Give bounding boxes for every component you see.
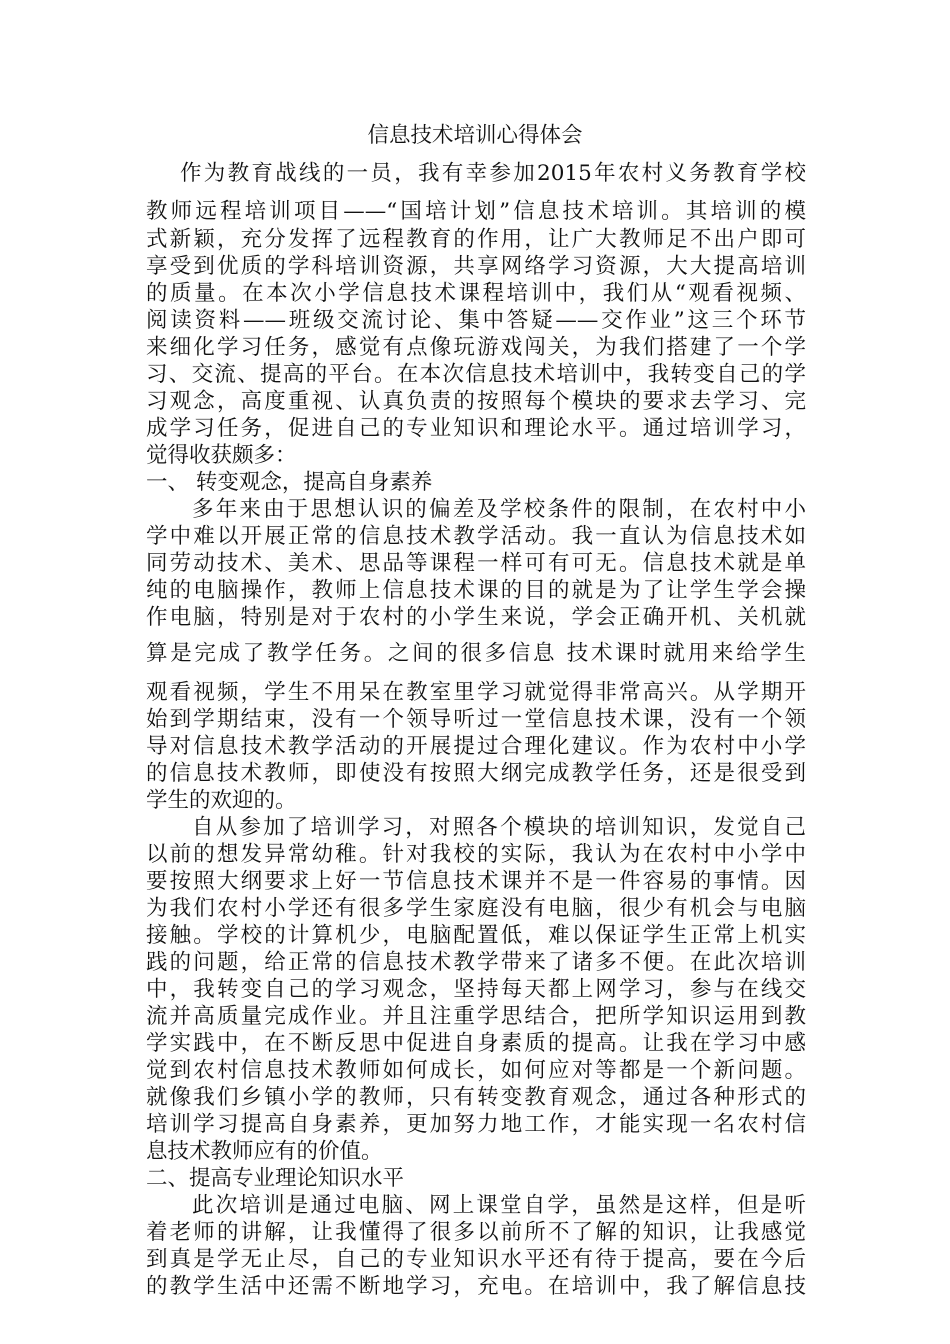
paragraph-line: 教师远程培训项目——“国培计划”信息技术培训。其培训的模 [146, 199, 806, 224]
section-heading: 一、 转变观念，提高自身素养 [146, 470, 433, 495]
paragraph-line: 观看视频，学生不用呆在教室里学习就觉得非常高兴。从学期开 [146, 680, 806, 705]
paragraph-line: 接触。学校的计算机少，电脑配置低，难以保证学生正常上机实 [146, 923, 806, 948]
paragraph-line: 到真是学无止尽，自己的专业知识水平还有待于提高，要在今后 [146, 1247, 806, 1272]
paragraph-line: 学中难以开展正常的信息技术教学活动。我一直认为信息技术如 [146, 524, 806, 549]
paragraph-line: 中，我转变自己的学习观念，坚持每天都上网学习，参与在线交 [146, 977, 806, 1002]
paragraph-line: 培训学习提高自身素养，更加努力地工作，才能实现一名农村信 [146, 1112, 806, 1137]
section-heading: 二、提高专业理论知识水平 [146, 1166, 405, 1191]
paragraph-line: 此次培训是通过电脑、网上课堂自学，虽然是这样，但是听 [192, 1193, 806, 1218]
paragraph-line: 导对信息技术教学活动的开展提过合理化建议。作为农村中小学 [146, 734, 806, 759]
paragraph-line: 作电脑，特别是对于农村的小学生来说，学会正确开机、关机就 [146, 605, 806, 630]
paragraph-line: 多年来由于思想认识的偏差及学校条件的限制，在农村中小 [192, 497, 806, 522]
paragraph-line: 阅读资料——班级交流讨论、集中答疑——交作业”这三个环节 [146, 308, 806, 333]
paragraph-line: 纯的电脑操作，教师上信息技术课的目的就是为了让学生学会操 [146, 578, 806, 603]
paragraph-line: 觉得收获颇多： [146, 443, 297, 468]
document-title: 信息技术培训心得体会 [367, 123, 583, 148]
paragraph-line: 息技术教师应有的价值。 [146, 1139, 383, 1164]
paragraph-line: 的质量。在本次小学信息技术课程培训中，我们从“观看视频、 [146, 281, 806, 306]
paragraph-line: 习观念，高度重视、认真负责的按照每个模块的要求去学习、完 [146, 389, 806, 414]
paragraph-line: 同劳动技术、美术、思品等课程一样可有可无。信息技术就是单 [146, 551, 806, 576]
paragraph-line: 作为教育战线的一员，我有幸参加2015年农村义务教育学校 [180, 161, 806, 186]
paragraph-line: 来细化学习任务，感觉有点像玩游戏闯关，为我们搭建了一个学 [146, 335, 806, 360]
paragraph-line: 习、交流、提高的平台。在本次信息技术培训中，我转变自己的学 [146, 362, 806, 387]
paragraph-line: 的信息技术教师，即使没有按照大纲完成教学任务，还是很受到 [146, 761, 806, 786]
paragraph-line: 为我们农村小学还有很多学生家庭没有电脑，很少有机会与电脑 [146, 896, 806, 921]
paragraph-line: 式新颖，充分发挥了远程教育的作用，让广大教师足不出户即可 [146, 227, 806, 252]
paragraph-line: 自从参加了培训学习，对照各个模块的培训知识，发觉自己 [192, 815, 806, 840]
paragraph-line: 着老师的讲解，让我懂得了很多以前所不了解的知识，让我感觉 [146, 1220, 806, 1245]
paragraph-line: 始到学期结束，没有一个领导听过一堂信息技术课，没有一个领 [146, 707, 806, 732]
paragraph-line: 成学习任务，促进自己的专业知识和理论水平。通过培训学习， [146, 416, 806, 441]
paragraph-line: 要按照大纲要求上好一节信息技术课并不是一件容易的事情。因 [146, 869, 806, 894]
paragraph-line: 觉到农村信息技术教师如何成长，如何应对等都是一个新问题。 [146, 1058, 806, 1083]
paragraph-line: 就像我们乡镇小学的教师，只有转变教育观念，通过各种形式的 [146, 1085, 806, 1110]
paragraph-line: 享受到优质的学科培训资源，共享网络学习资源，大大提高培训 [146, 254, 806, 279]
paragraph-line: 以前的想发异常幼稚。针对我校的实际，我认为在农村中小学中 [146, 842, 806, 867]
paragraph-line: 流并高质量完成作业。并且注重学思结合，把所学知识运用到教 [146, 1004, 806, 1029]
paragraph-line: 的教学生活中还需不断地学习，充电。在培训中，我了解信息技 [146, 1274, 806, 1299]
paragraph-line: 践的问题，给正常的信息技术教学带来了诸多不便。在此次培训 [146, 950, 806, 975]
paragraph-line: 算是完成了教学任务。之间的很多信息 技术课时就用来给学生 [146, 641, 806, 666]
paragraph-line: 学实践中，在不断反思中促进自身素质的提高。让我在学习中感 [146, 1031, 806, 1056]
paragraph-line: 学生的欢迎的。 [146, 788, 297, 813]
